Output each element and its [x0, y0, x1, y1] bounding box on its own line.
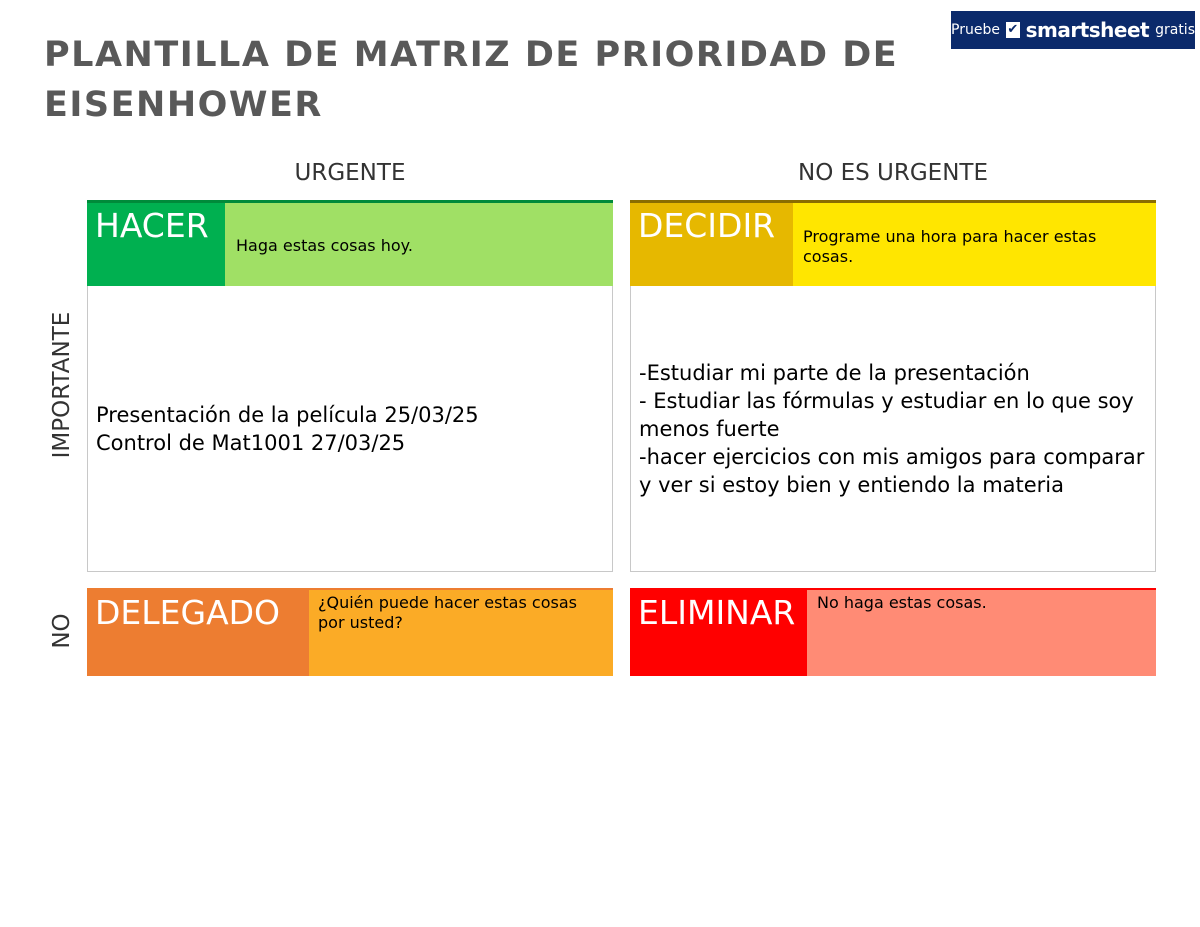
- quadrant-delegate: [87, 588, 613, 676]
- quadrant-decide-header: [630, 200, 1156, 286]
- page-title: PLANTILLA DE MATRIZ DE PRIORIDAD DE EISENHOWER: [44, 35, 899, 125]
- quadrant-delegate-description: ¿Quién puede hacer estas cosas por usted?: [309, 590, 613, 676]
- quadrant-do-header: [87, 200, 613, 286]
- row-header-not-important: NO: [49, 613, 75, 649]
- quadrant-decide: [630, 200, 1156, 572]
- row-header-important: IMPORTANTE: [49, 311, 75, 459]
- quadrant-do-label: HACER: [87, 203, 225, 286]
- quadrant-delete: [630, 588, 1156, 676]
- quadrant-decide-description: Programe una hora para hacer estas cosas.: [793, 203, 1156, 286]
- quadrant-do: [87, 200, 613, 572]
- quadrant-delete-header: [630, 588, 1156, 676]
- banner-prefix: Pruebe: [951, 22, 1000, 38]
- banner-suffix: gratis: [1155, 22, 1195, 38]
- quadrant-decide-label: DECIDIR: [630, 203, 793, 286]
- quadrant-decide-content[interactable]: -Estudiar mi parte de la presentación - Estudiar las fórmulas y estudiar en lo que soy menos fuerte -hacer ejercicios con mis amigos para comparar y ver si estoy bien y entiendo la materia: [630, 286, 1156, 572]
- quadrant-delegate-header: [87, 588, 613, 676]
- quadrant-do-content[interactable]: Presentación de la película 25/03/25 Control de Mat1001 27/03/25: [87, 286, 613, 572]
- checkmark-icon: ✔: [1007, 22, 1019, 37]
- smartsheet-trial-banner[interactable]: [951, 11, 1195, 49]
- banner-brand: smartsheet: [1025, 18, 1150, 42]
- column-header-not-urgent: NO ES URGENTE: [797, 160, 989, 186]
- column-header-urgent: URGENTE: [294, 160, 406, 186]
- quadrant-delete-label: ELIMINAR: [630, 590, 807, 676]
- quadrant-delegate-label: DELEGADO: [87, 590, 309, 676]
- quadrant-do-description: Haga estas cosas hoy.: [225, 203, 613, 286]
- quadrant-delete-description: No haga estas cosas.: [807, 590, 1156, 676]
